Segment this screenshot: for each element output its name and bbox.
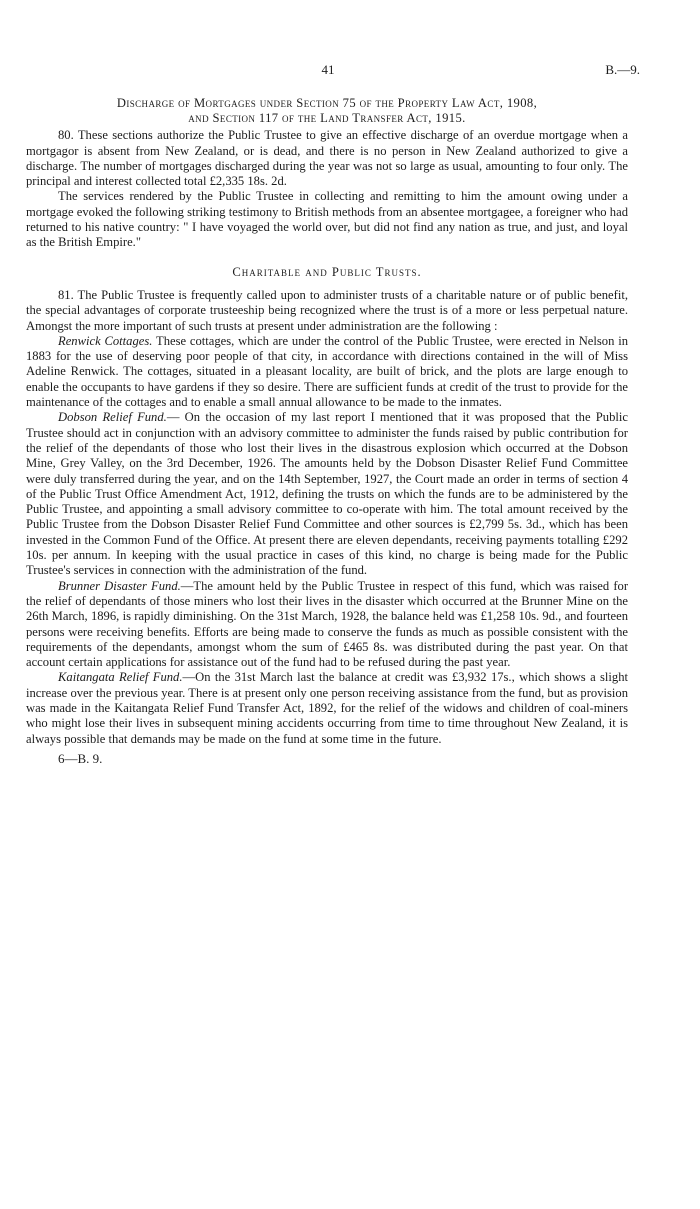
kaitangata-relief-paragraph: Kaitangata Relief Fund.—On the 31st March last the balance at credit was £3,932 17s., which shows a slight increase over the previous year. There is at present only one person receiving assistance from the fund, but as provision was made in the Kaitangata Relief Fund Transfer Act, 1892, for the relief of the widows and children of coal-miners who might lose their lives in subsequent mining accidents occurring from time to time throughout New Zealand, it is always possible that demands may be made on the fund at some time in the future. bbox=[26, 670, 629, 746]
renwick-cottages-text: These cottages, which are under the control of the Public Trustee, were erected in Nelson in 1883 for the use of deserving poor people of that city, in accordance with directions contained in the will of Miss Adeline Renwick. The cottages, situated in a pleasant locality, are built of brick, and the plots are large enough to enable the occupants to have gardens if they so desire. There are sufficient funds at credit of the trust to provide for the maintenance of the cottages and to enable a small annual allowance to be made to the inmates. bbox=[26, 333, 629, 410]
discharge-heading-line2: and Section 117 of the Land Transfer Act, 1915. bbox=[188, 111, 466, 125]
brunner-disaster-text: The amount held by the Public Trustee in respect of this fund, which was raised for the relief of dependants of those miners who lost their lives in the disaster which occurred at the Brunner Mine on the 26th March, 1896, is rapidly diminishing. On the 31st March, 1928, the balance held was £1,258 10s. 9d., and fourteen persons were receiving benefits. Efforts are being made to conserve the funds as much as possible consistent with the requirements of the dependants, amongst whom the sum of £465 8s. was distributed during the past year. On that account certain applications for assistance out of the fund had to be refused during the past year. bbox=[26, 578, 629, 670]
kaitangata-relief-text: On the 31st March last the balance at credit was £3,932 17s., which shows a slight increase over the previous year. There is at present only one person receiving assistance from the fund, but as provision was made in the Kaitangata Relief Fund Transfer Act, 1892, for the relief of the widows and children of coal-miners who might lose their lives in subsequent mining accidents occurring from time to time throughout New Zealand, it is always possible that demands may be made on the fund at some time in the future. bbox=[26, 670, 629, 746]
testimony-paragraph: The services rendered by the Public Trustee in collecting and remitting to him the amount owing under a mortgage evoked the following striking testimony to British methods from an absentee mortgagee, a foreigner who had returned to his native country: " I have voyaged the world over, but did not find any nation as true, and just, and loyal as the British Empire." bbox=[26, 189, 628, 250]
dobson-relief-text: On the occasion of my last report I mentioned that it was proposed that the Public Trustee should act in conjunction with an advisory committee to administer the funds raised by public contribution for the relief of the dependants of those who lost their lives in the disastrous explosion which occurred at the Dobson Mine, Grey Valley, on the 3rd December, 1926. The amounts held by the Dobson Disaster Relief Fund Committee were duly transferred during the year, and on the 14th September, 1927, the Court made an order in terms of section 4 of the Public Trust Office Amendment Act, 1912, defining the trusts on which the funds are to be administered by the Public Trustee, and appointing a small advisory committee to co-operate with him. The total amount received by the Public Trustee from the Dobson Disaster Relief Fund Committee and other sources is £2,799 5s. 3d., which has been invested in the Common Fund of the Office. At present there are eleven dependants, receiving payments totalling £292 10s. per annum. In keeping with the usual practice in cases of this kind, no charge is being made for the Public Trustee's services in connection with the administration of the fund. bbox=[26, 410, 628, 578]
kaitangata-relief-title: Kaitangata Relief Fund. bbox=[58, 670, 183, 685]
paragraph-81: 81. The Public Trustee is frequently called upon to administer trusts of a charitable nature or of public benefit, the special advantages of corporate trusteeship being recognized where the trust is of a more or less perpetual nature. Amongst the more important of such trusts at present under administration are the following : bbox=[26, 287, 628, 333]
renwick-cottages-title: Renwick Cottages. bbox=[58, 333, 153, 348]
brunner-disaster-paragraph: Brunner Disaster Fund.—The amount held by the Public Trustee in respect of this fund, which was raised for the relief of dependants of those miners who lost their lives in the disaster which occurred at the Brunner Mine on the 26th March, 1896, is rapidly diminishing. On the 31st March, 1928, the balance held was £1,258 10s. 9d., and fourteen persons were receiving benefits. Efforts are being made to conserve the funds as much as possible consistent with the requirements of the dependants, amongst whom the sum of £465 8s. was distributed during the past year. On that account certain applications for assistance out of the fund had to be refused during the past year. bbox=[26, 578, 629, 670]
renwick-cottages-paragraph bbox=[26, 334, 628, 410]
dobson-relief-title: Dobson Relief Fund. bbox=[58, 410, 167, 425]
document-reference: B.—9. bbox=[605, 62, 640, 77]
signature-mark: 6—B. 9. bbox=[58, 750, 103, 766]
page-number: 41 bbox=[321, 62, 335, 77]
page-header bbox=[26, 58, 640, 78]
discharge-heading-line1: Discharge of Mortgages under Section 75 of the Property Law Act, 1908, bbox=[116, 96, 538, 110]
brunner-disaster-title: Brunner Disaster Fund. bbox=[58, 578, 181, 593]
body-text bbox=[26, 96, 628, 766]
paragraph-80: 80. These sections authorize the Public Trustee to give an effective discharge of an overdue mortgage when a mortgagor is absent from New Zealand, or is dead, and there is no person in New Zealand authorized to give a discharge. The number of mortgages discharged during the year was not so large as usual, amounting to four only. The principal and interest collected total £2,335 18s. 2d. bbox=[26, 128, 628, 189]
dobson-relief-paragraph: Dobson Relief Fund.— On the occasion of my last report I mentioned that it was proposed that the Public Trustee should act in conjunction with an advisory committee to administer the funds raised by public contribution for the relief of the dependants of those who lost their lives in the disastrous explosion which occurred at the Dobson Mine, Grey Valley, on the 3rd December, 1926. The amounts held by the Dobson Disaster Relief Fund Committee were duly transferred during the year, and on the 14th September, 1927, the Court made an order in terms of section 4 of the Public Trust Office Amendment Act, 1912, defining the trusts on which the funds are to be administered by the Public Trustee, and appointing a small advisory committee to co-operate with him. The total amount received by the Public Trustee from the Dobson Disaster Relief Fund Committee and other sources is £2,799 5s. 3d., which has been invested in the Common Fund of the Office. At present there are eleven dependants, receiving payments totalling £292 10s. per annum. In keeping with the usual practice in cases of this kind, no charge is being made for the Public Trustee's services in connection with the administration of the fund. bbox=[26, 410, 628, 578]
charitable-trusts-heading: Charitable and Public Trusts. bbox=[232, 264, 422, 279]
